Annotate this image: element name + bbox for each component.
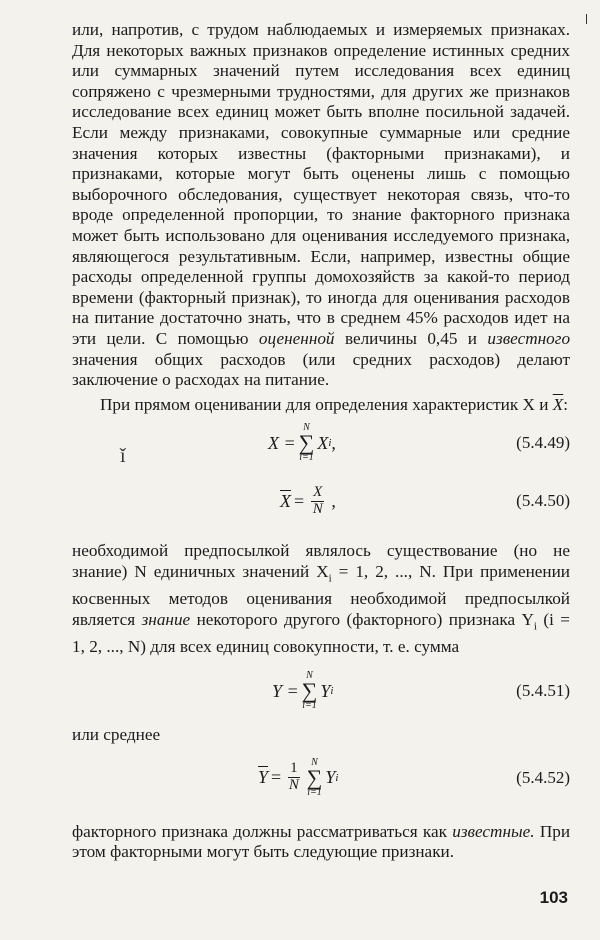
equation-5-4-52: $\overline{Y}$ = $\frac{1}{N}$ N ∑ i=1 Y i (5.4.52) <box>258 756 570 798</box>
paragraph-4: или среднее <box>72 725 161 745</box>
paragraph-3: необходимой предпосылкой являлось существование (но не знание) N единичных значений $X_i = 1$, 2, ..., N. При применении косвенных методов оценивания необходимой предпосылкой является знание некоторого другого (факторного) признака $Y_i$ (i = 1, 2, ..., N) для всех единиц совокупности, т. е. сумма <box>72 541 571 656</box>
equation-number: (5.4.50) <box>516 491 570 511</box>
emphasis-estimated: оцененной <box>258 328 335 348</box>
paragraph-1: или, напротив, с трудом наблюдаемых и измеряемых признаках. Для некоторых важных признаков определение истинных средних или суммарных значений путем исследования всех единиц сопряжено с чрезмерными трудностями, для других же признаков исследование всех единиц может быть вполне посильной задачей. Если между признаками, совокупные суммарные или средние значения которых известны (факторными признаками), и признаками, которые могут быть оценены лишь с помощью выборочного обследования, существует некоторая связь, что-то вроде определенной пропорции, то знание факторного признака может быть использовано для оценивания исследуемого признака, являющегося результативным. Если, например, известны общие расходы определенной группы домохозяйств за какой-то период времени (факторный признак), то иногда для оценивания расходов на питание достаточно знать, что в среднем 45% расходов идет на эти цели. С помощью оцененной величины 0,45 и известного значения общих расходов (или средних расходов) делают заключение о расходах на питание. <box>72 20 571 390</box>
sum-operator: N ∑ i=1 <box>301 670 318 712</box>
equation-5-4-49: X = N ∑ i=1 X i , (5.4.49) <box>268 422 570 464</box>
emphasis-knowledge: знание <box>141 609 191 629</box>
emphasis-known-plural: известные. <box>452 821 535 841</box>
equation-number: (5.4.52) <box>516 767 570 787</box>
page-body <box>72 20 570 863</box>
equation-5-4-50: $\overline{X}$ = $\frac{X}{N}$ , (5.4.50) <box>280 484 570 517</box>
sum-operator: N ∑ i=1 <box>306 756 323 798</box>
handwritten-mark: ǐ <box>120 445 126 467</box>
equation-number: (5.4.51) <box>516 681 570 701</box>
paragraph-5: факторного признака должны рассматриваться как известные. При этом факторными могут быть следующие признаки. <box>72 821 571 862</box>
fraction: $\frac{1}{N}$ <box>288 760 299 794</box>
paragraph-2: При прямом оценивании для определения характеристик X и $\overline{X}$: <box>100 394 568 414</box>
equation-5-4-51: Y = N ∑ i=1 Y i (5.4.51) <box>272 670 570 712</box>
fraction: $\frac{X}{N}$ <box>312 484 323 517</box>
sum-operator: N ∑ i=1 <box>298 422 315 464</box>
edge-mark <box>586 14 587 24</box>
page-number: 103 <box>539 888 568 907</box>
equation-number: (5.4.49) <box>516 433 570 453</box>
x-bar-symbol: $\overline{X}$ <box>552 394 564 414</box>
emphasis-known: известного <box>487 328 571 348</box>
